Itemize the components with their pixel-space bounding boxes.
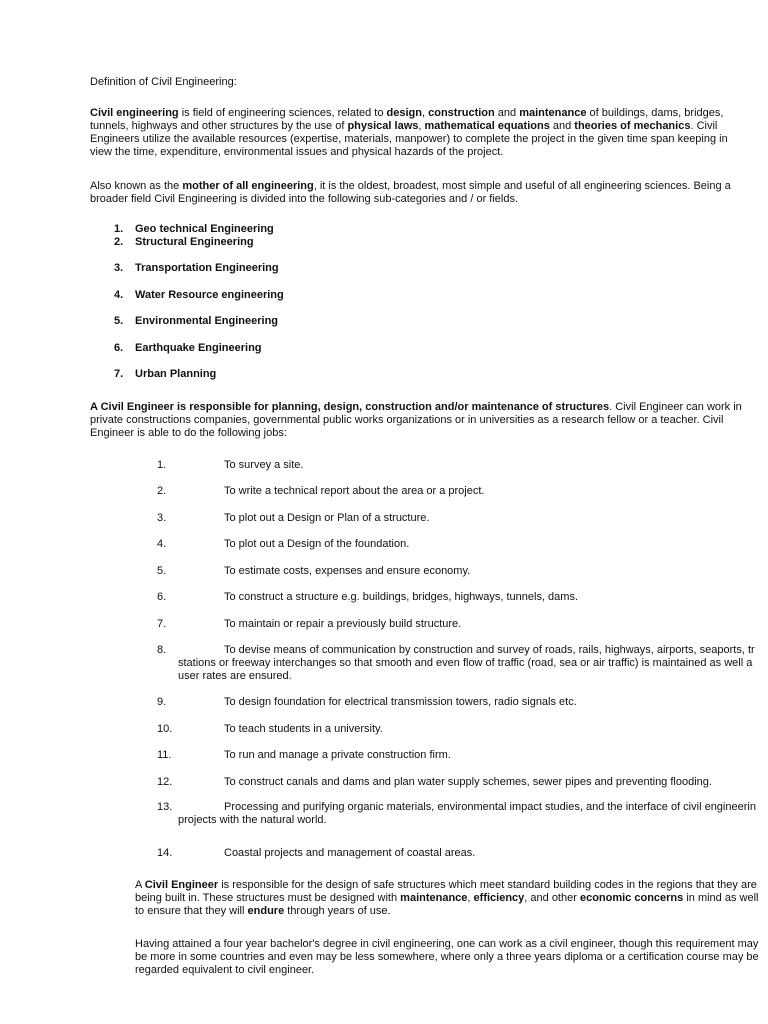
bold-text-run: mathematical equations — [424, 120, 550, 132]
job-number: 8. — [157, 644, 167, 656]
text-run: , it is the oldest, broadest, most simple and useful of all engineering sciences. Being a broader field Civil Engineering is divided into the following sub-categories and / or fields. — [90, 180, 731, 205]
job-text: To estimate costs, expenses and ensure economy. — [224, 565, 471, 577]
category-item — [114, 236, 514, 249]
job-number: 6. — [157, 591, 167, 603]
text-run: Having attained a four year bachelor's degree in civil engineering, one can work as a civil engineer, though this requirement may be more in some countries and even may be less somewhere, where only a three years diploma or a certification course may be regarded equivalent to civil engineer. — [135, 938, 759, 976]
safe-structures-paragraph — [135, 879, 760, 918]
bold-text-run: mother of all engineering — [182, 180, 314, 192]
text-run: . Civil Engineers utilize the available resources (expertise, materials, manpower) to complete the project in the given time span keeping in view the time, expenditure, environmental issues and physical hazards of the project. — [90, 120, 728, 158]
bold-text-run: Civil Engineer — [144, 879, 219, 891]
category-label: Geo technical Engineering — [135, 223, 274, 235]
bold-text-run: construction — [428, 107, 495, 119]
category-label: Transportation Engineering — [135, 262, 279, 274]
category-item — [114, 315, 514, 328]
definition-paragraph — [90, 107, 752, 159]
bold-text-run: design — [386, 107, 422, 119]
bold-text-run: maintenance — [519, 107, 587, 119]
job-text: Coastal projects and management of coastal areas. — [224, 847, 476, 859]
category-number: 3. — [114, 262, 124, 274]
text-run: and — [494, 107, 520, 119]
category-number: 2. — [114, 236, 124, 248]
category-number: 5. — [114, 315, 124, 327]
job-text: To maintain or repair a previously build structure. — [224, 618, 462, 630]
text-run: is field of engineering sciences, related to — [178, 107, 387, 119]
text-run: A — [135, 879, 145, 891]
job-number: 5. — [157, 565, 167, 577]
category-label: Structural Engineering — [135, 236, 254, 248]
category-number: 7. — [114, 368, 124, 380]
job-number: 1. — [157, 459, 167, 471]
document-heading: Definition of Civil Engineering: — [90, 76, 237, 88]
job-number: 9. — [157, 696, 167, 708]
bold-text-run: theories of mechanics — [574, 120, 691, 132]
category-label: Water Resource engineering — [135, 289, 284, 301]
text-run: , — [422, 107, 429, 119]
job-text: To teach students in a university. — [224, 723, 383, 735]
job-text: To survey a site. — [224, 459, 304, 471]
text-run: and — [549, 120, 575, 132]
category-item — [114, 342, 514, 355]
job-text: To plot out a Design or Plan of a structure. — [224, 512, 430, 524]
job-number: 11. — [157, 749, 172, 761]
bold-text-run: economic concerns — [579, 892, 684, 904]
job-number: 14. — [157, 847, 173, 859]
text-run: is responsible for the design of safe structures which meet standard building codes in the regions that they are being built in. These structures must be designed with — [135, 879, 757, 904]
text-run: . Civil Engineer can work in private constructions companies, governmental public works organizations or in universities as a research fellow or a teacher. Civil Engineer is able to do the following jobs: — [90, 401, 742, 439]
category-item — [114, 289, 514, 302]
job-number: 12. — [157, 776, 173, 788]
job-text: To construct canals and dams and plan water supply schemes, sewer pipes and preventing flooding. — [224, 776, 712, 788]
text-run: Also known as the — [90, 180, 183, 192]
category-item — [114, 223, 514, 236]
category-number: 4. — [114, 289, 124, 301]
bold-text-run: physical laws — [347, 120, 419, 132]
text-run: through years of use. — [284, 905, 391, 917]
job-text: To run and manage a private construction firm. — [224, 749, 451, 761]
job-number: 2. — [157, 485, 167, 497]
category-number: 6. — [114, 342, 124, 354]
mother-of-engineering-paragraph — [90, 180, 752, 206]
bold-text-run: endure — [247, 905, 285, 917]
category-number: 1. — [114, 223, 124, 235]
bold-text-run: Civil engineering — [90, 107, 179, 119]
category-item — [114, 262, 514, 275]
category-label: Environmental Engineering — [135, 315, 279, 327]
responsibilities-paragraph — [90, 401, 766, 440]
degree-paragraph — [135, 938, 765, 977]
job-number: 7. — [157, 618, 167, 630]
job-number: 3. — [157, 512, 167, 524]
bold-text-run: efficiency — [473, 892, 525, 904]
text-run: , — [418, 120, 425, 132]
bold-text-run: maintenance — [400, 892, 468, 904]
job-text-continuation: projects with the natural world. — [178, 814, 327, 826]
job-text: Processing and purifying organic materials, environmental impact studies, and the interface of civil engineerin — [224, 801, 756, 813]
text-run: , — [467, 892, 474, 904]
text-run: of buildings, dams, bridges, tunnels, highways and other structures by the use of — [90, 107, 724, 132]
bold-text-run: A Civil Engineer is responsible for planning, design, construction and/or maintenance of structures — [90, 401, 610, 413]
job-text: To construct a structure e.g. buildings, bridges, highways, tunnels, dams. — [224, 591, 579, 603]
category-label: Urban Planning — [135, 368, 217, 380]
job-number: 13. — [157, 801, 173, 813]
category-label: Earthquake Engineering — [135, 342, 262, 354]
job-text: To design foundation for electrical transmission towers, radio signals etc. — [224, 696, 577, 708]
job-text-continuation: stations or freeway interchanges so that smooth and even flow of traffic (road, sea or air traffic) is maintained as well a user rates are ensured. — [178, 657, 753, 682]
job-number: 10. — [157, 723, 173, 735]
category-item — [114, 368, 514, 381]
text-run: in mind as well to ensure that they will — [135, 892, 759, 917]
text-run: , and other — [524, 892, 580, 904]
job-text: To write a technical report about the area or a project. — [224, 485, 485, 497]
job-number: 4. — [157, 538, 167, 550]
job-text: To plot out a Design of the foundation. — [224, 538, 410, 550]
job-text: To devise means of communication by construction and survey of roads, rails, highways, airports, seaports, tr — [224, 644, 755, 656]
